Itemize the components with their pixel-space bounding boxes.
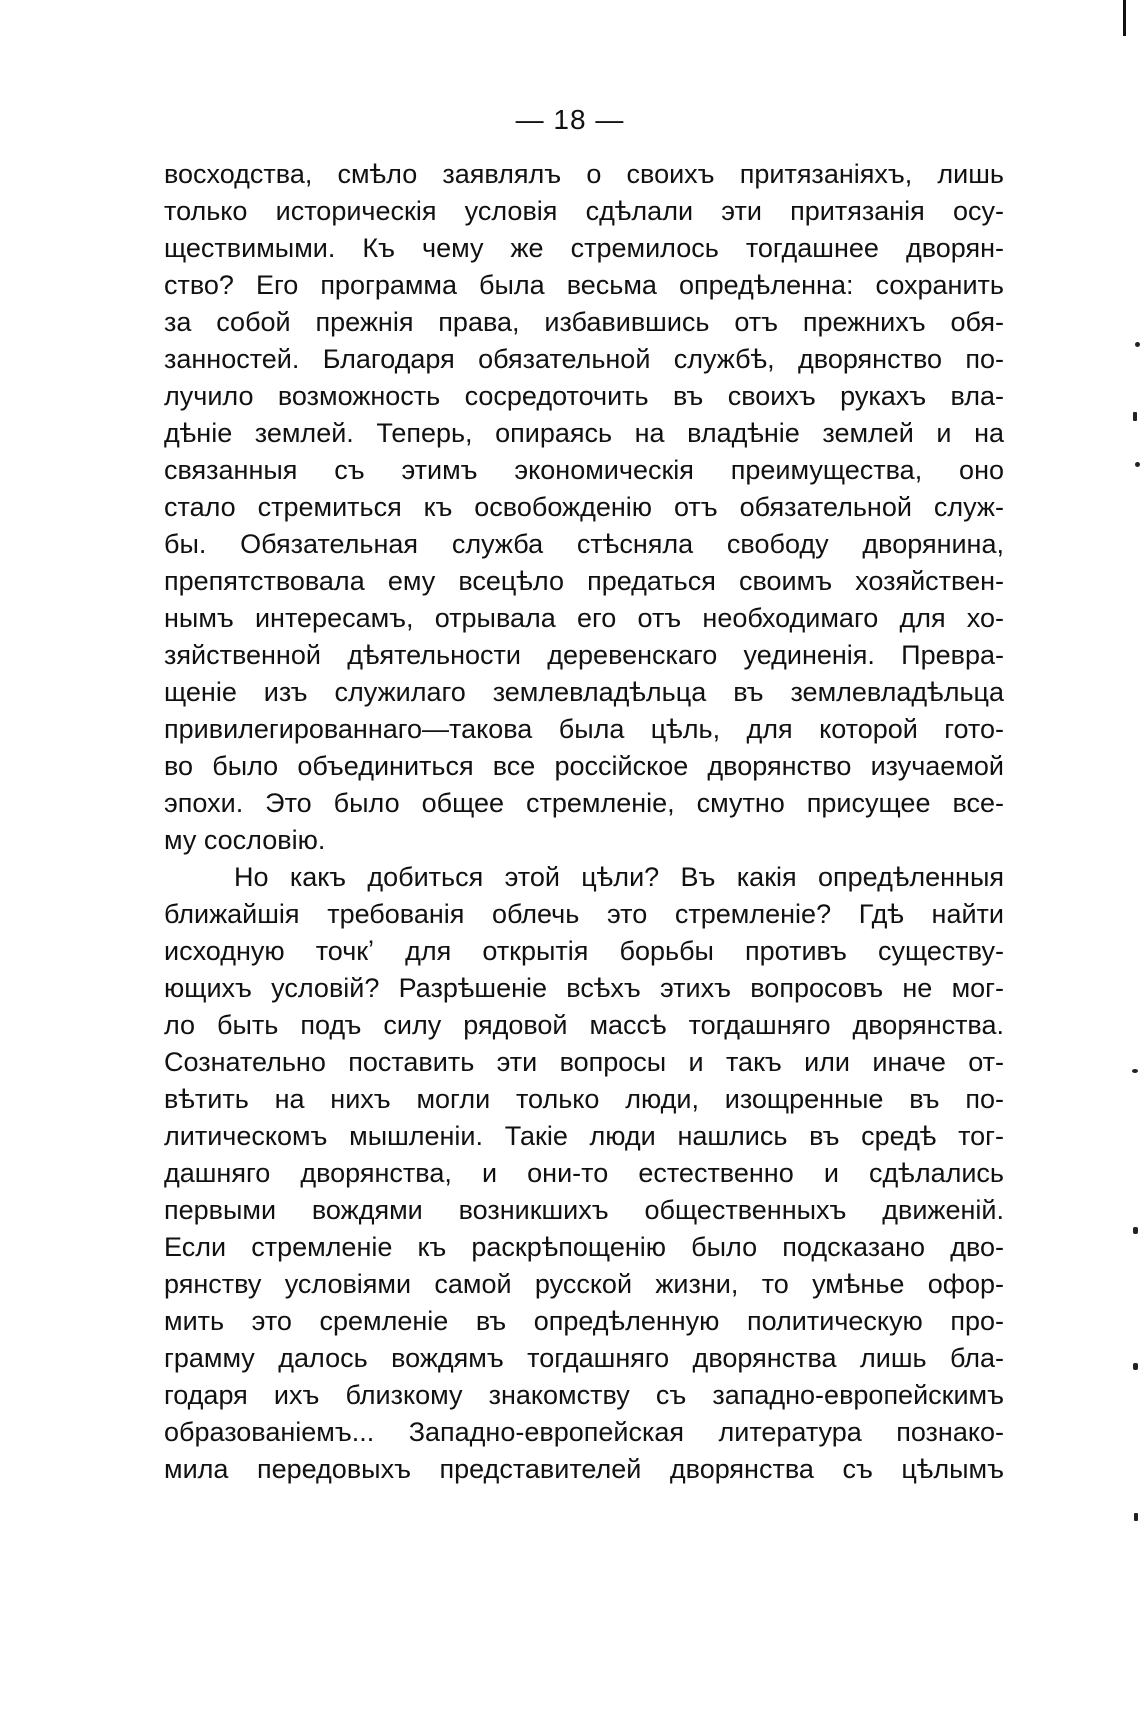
text-line: связанныя съ этимъ экономическія преимущества, оно bbox=[164, 455, 1004, 485]
text-line: дѣніе землей. Теперь, опираясь на владѣніе землей и на bbox=[164, 418, 1004, 448]
scan-speck bbox=[1135, 342, 1140, 347]
scan-speck bbox=[1135, 462, 1140, 467]
scan-speck bbox=[1133, 1227, 1138, 1234]
text-line: исходную точкʼ для открытія борьбы противъ существу- bbox=[164, 936, 1004, 966]
text-line: нымъ интересамъ, отрывала его отъ необходимаго для хо- bbox=[164, 603, 1004, 633]
text-line: годаря ихъ близкому знакомству съ западно-европейскимъ bbox=[164, 1380, 1004, 1410]
text-line: восходства, смѣло заявлялъ о своихъ притязаніяхъ, лишь bbox=[164, 159, 1004, 189]
text-line: зяйственной дѣятельности деревенскаго уединенія. Превра- bbox=[164, 640, 1004, 670]
text-line: первыми вождями возникшихъ общественныхъ движеній. bbox=[164, 1195, 1004, 1225]
text-line: дашняго дворянства, и они-то естественно и сдѣлались bbox=[164, 1158, 1004, 1188]
text-line: щеніе изъ служилаго землевладѣльца въ землевладѣльца bbox=[164, 677, 1004, 707]
scan-edge-mark bbox=[1123, 0, 1126, 36]
text-line: лучило возможность сосредоточить въ своихъ рукахъ вла- bbox=[164, 381, 1004, 411]
page-number: — 18 — bbox=[515, 104, 625, 135]
text-line: во было объединиться все россійское дворянство изучаемой bbox=[164, 751, 1004, 781]
text-line: только историческія условія сдѣлали эти притязанія осу- bbox=[164, 196, 1004, 226]
text-line: ближайшія требованія облечь это стремленіе? Гдѣ найти bbox=[164, 899, 1004, 929]
body-text bbox=[164, 156, 1004, 1488]
paragraph-2 bbox=[164, 859, 1004, 1488]
text-line: эпохи. Это было общее стремленіе, смутно присущее все- bbox=[164, 788, 1004, 818]
text-line: за собой прежнія права, избавившись отъ прежнихъ обя- bbox=[164, 307, 1004, 337]
text-line: мила передовыхъ представителей дворянства съ цѣлымъ bbox=[164, 1454, 1004, 1484]
text-line: Но какъ добиться этой цѣли? Въ какія опредѣленныя bbox=[234, 862, 1004, 892]
text-line: ществимыми. Къ чему же стремилось тогдашнее дворян- bbox=[164, 233, 1004, 263]
text-line: литическомъ мышленіи. Такіе люди нашлись въ средѣ тог- bbox=[164, 1121, 1004, 1151]
text-line: ющихъ условій? Разрѣшеніе всѣхъ этихъ вопросовъ не мог- bbox=[164, 973, 1004, 1003]
text-line: бы. Обязательная служба стѣсняла свободу дворянина, bbox=[164, 529, 1004, 559]
text-line: стало стремиться къ освобожденію отъ обязательной служ- bbox=[164, 492, 1004, 522]
text-line: Если стремленіе къ раскрѣпощенію было подсказано дво- bbox=[164, 1232, 1004, 1262]
scan-speck bbox=[1133, 412, 1137, 421]
scan-speck bbox=[1132, 1069, 1138, 1073]
text-line: препятствовала ему всецѣло предаться своимъ хозяйствен- bbox=[164, 566, 1004, 596]
text-line: вѣтить на нихъ могли только люди, изощренные въ по- bbox=[164, 1084, 1004, 1114]
scan-speck bbox=[1133, 1363, 1138, 1370]
text-line: ло быть подъ силу рядовой массѣ тогдашняго дворянства. bbox=[164, 1010, 1004, 1040]
text-line: грамму далось вождямъ тогдашняго дворянства лишь бла- bbox=[164, 1343, 1004, 1373]
text-line: рянству условіями самой русской жизни, то умѣнье офор- bbox=[164, 1269, 1004, 1299]
text-line: привилегированнаго—такова была цѣль, для которой гото- bbox=[164, 714, 1004, 744]
text-line: мить это сремленіе въ опредѣленную политическую про- bbox=[164, 1306, 1004, 1336]
text-line: му сословію. bbox=[164, 825, 326, 855]
scan-speck bbox=[1134, 1513, 1138, 1521]
text-line: Сознательно поставить эти вопросы и такъ или иначе от- bbox=[164, 1047, 1004, 1077]
text-line: ство? Его программа была весьма опредѣленна: сохранить bbox=[164, 270, 1004, 300]
paragraph-1 bbox=[164, 156, 1004, 859]
text-line: образованіемъ... Западно-европейская литература познако- bbox=[164, 1417, 1004, 1447]
text-line: занностей. Благодаря обязательной службѣ, дворянство по- bbox=[164, 344, 1004, 374]
